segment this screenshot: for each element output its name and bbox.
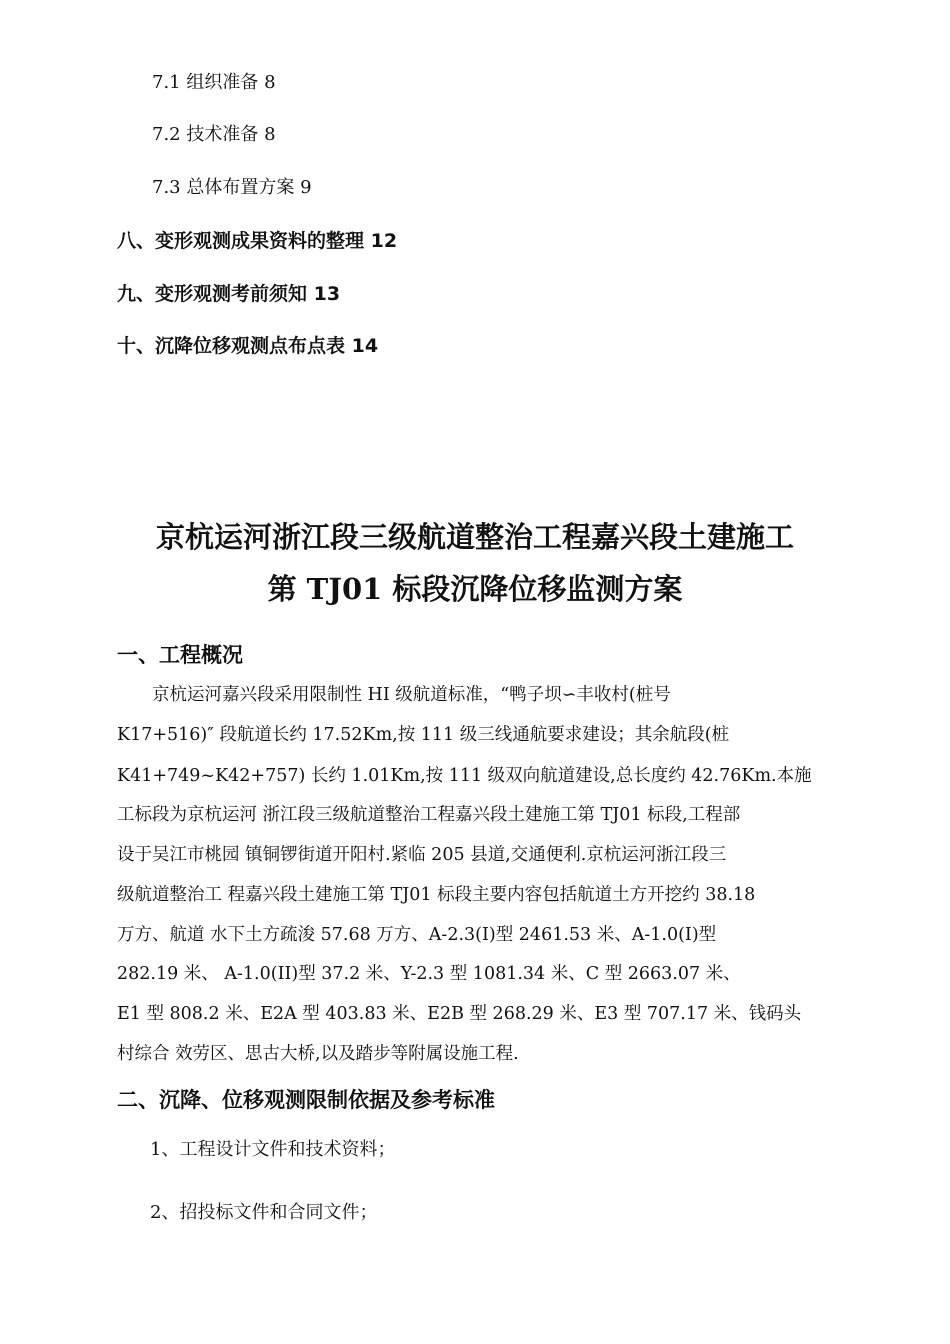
document-title-line-1: 京杭运河浙江段三级航道整治工程嘉兴段土建施工 [155, 520, 794, 554]
paragraph-line: 京杭运河嘉兴段采用限制性 HI 级航道标准，“鸭子坝∽丰收村(桩号 [152, 685, 671, 705]
section-heading-standards: 二、沉降、位移观测限制依据及参考标准 [117, 1088, 495, 1112]
paragraph-line: 282.19 米、 A-1.0(II)型 37.2 米、Y-2.3 型 1081.34 米、C 型 2663.07 米、 [117, 964, 741, 984]
paragraph-line: E1 型 808.2 米、E2A 型 403.83 米、E2B 型 268.29 米、E3 型 707.17 米、钱码头 [117, 1004, 802, 1024]
paragraph-line: 村综合 效劳区、思古大桥,以及踏步等附属设施工程. [117, 1044, 519, 1064]
toc-item-8: 八、变形观测成果资料的整理 12 [117, 230, 398, 252]
document-title-line-2: 第 TJ01 标段沉降位移监测方案 [267, 572, 683, 606]
toc-item-10: 十、沉降位移观测点布点表 14 [117, 335, 379, 357]
paragraph-line: 级航道整治工 程嘉兴段土建施工第 TJ01 标段主要内容包括航道土方开挖约 38.18 [117, 885, 756, 905]
toc-item-7-2: 7.2 技术准备 8 [152, 124, 276, 145]
paragraph-line: K17+516)″ 段航道长约 17.52Km,按 111 级三线通航要求建设；其余航段(桩 [117, 725, 730, 745]
list-item: 1、工程设计文件和技术资料； [150, 1139, 396, 1160]
paragraph-line: 工标段为京杭运河 浙江段三级航道整治工程嘉兴段土建施工第 TJ01 标段,工程部 [117, 805, 741, 825]
paragraph-line: K41+749~K42+757) 长约 1.01Km,按 111 级双向航道建设,总长度约 42.76Km.本施 [117, 766, 812, 786]
toc-item-9: 九、变形观测考前须知 13 [117, 283, 341, 305]
paragraph-line: 设于吴江市桃园 镇铜锣街道开阳村.紧临 205 县道,交通便利.京杭运河浙江段三 [117, 845, 727, 865]
toc-item-7-3: 7.3 总体布置方案 9 [152, 177, 312, 198]
list-item: 2、招投标文件和合同文件； [150, 1202, 378, 1223]
section-heading-overview: 一、工程概况 [117, 643, 243, 667]
paragraph-line: 万方、航道 水下土方疏浚 57.68 万方、A-2.3(I)型 2461.53 米、A-1.0(I)型 [117, 925, 717, 945]
toc-item-7-1: 7.1 组织准备 8 [152, 72, 276, 93]
